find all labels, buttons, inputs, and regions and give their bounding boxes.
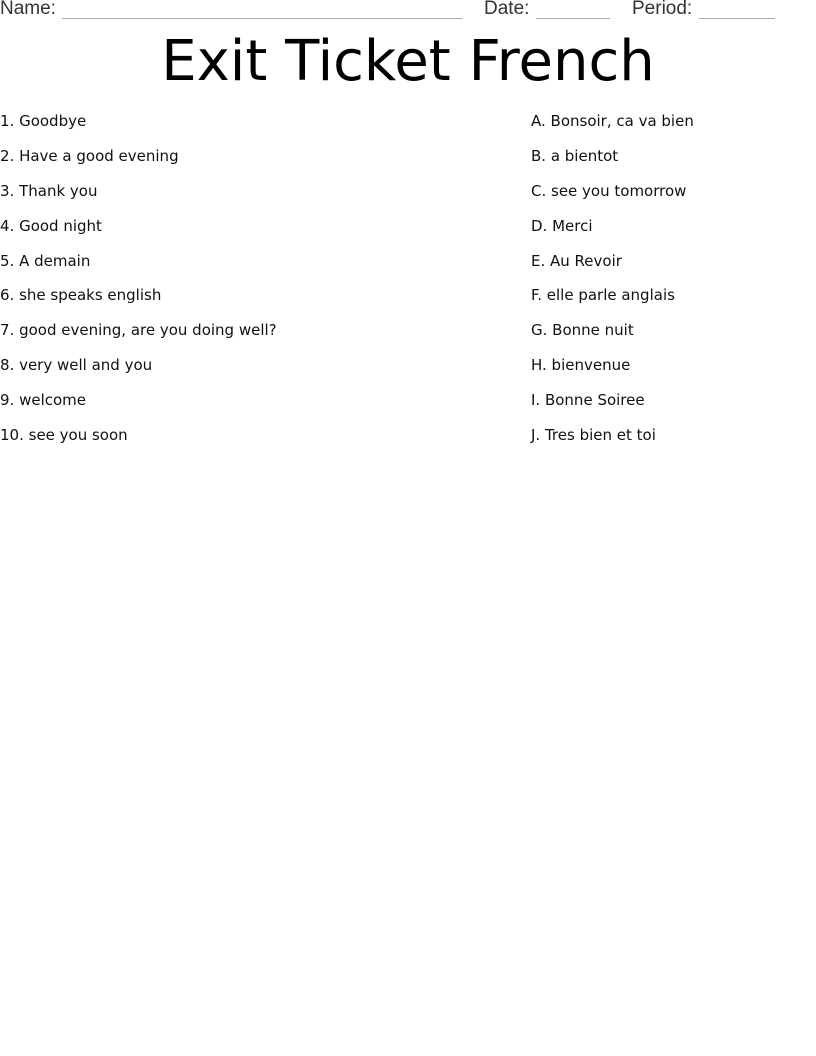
name-field[interactable] — [62, 18, 462, 19]
answer-item: C. see you tomorrow — [531, 181, 687, 200]
answer-item: A. Bonsoir, ca va bien — [531, 112, 694, 130]
answer-item: I. Bonne Soiree — [531, 391, 645, 410]
worksheet-header — [0, 0, 816, 24]
question-item: 1. Goodbye — [0, 112, 87, 130]
question-item: 5. A demain — [0, 251, 91, 270]
answer-list — [531, 111, 694, 460]
date-label: Date: — [484, 0, 530, 19]
question-item: 9. welcome — [0, 391, 87, 410]
question-item: 6. she speaks english — [0, 286, 162, 305]
question-item: 4. Good night — [0, 216, 102, 235]
question-item: 7. good evening, are you doing well? — [0, 321, 277, 340]
answer-item: D. Merci — [531, 216, 593, 235]
answer-item: H. bienvenue — [531, 356, 631, 375]
answer-item: G. Bonne nuit — [531, 321, 634, 340]
question-item: 2. Have a good evening — [0, 146, 179, 165]
answer-item: B. a bientot — [531, 146, 619, 165]
answer-item: E. Au Revoir — [531, 251, 622, 270]
date-field[interactable] — [536, 18, 610, 19]
answer-item: J. Tres bien et toi — [531, 426, 656, 445]
answer-item: F. elle parle anglais — [531, 286, 675, 305]
question-item: 8. very well and you — [0, 356, 153, 375]
period-label: Period: — [632, 0, 693, 19]
period-field[interactable] — [699, 18, 775, 19]
page-title: Exit Ticket French — [161, 29, 655, 94]
question-item: 3. Thank you — [0, 181, 98, 200]
question-item: 10. see you soon — [0, 426, 128, 445]
question-list — [0, 111, 277, 460]
name-label: Name: — [0, 0, 56, 19]
